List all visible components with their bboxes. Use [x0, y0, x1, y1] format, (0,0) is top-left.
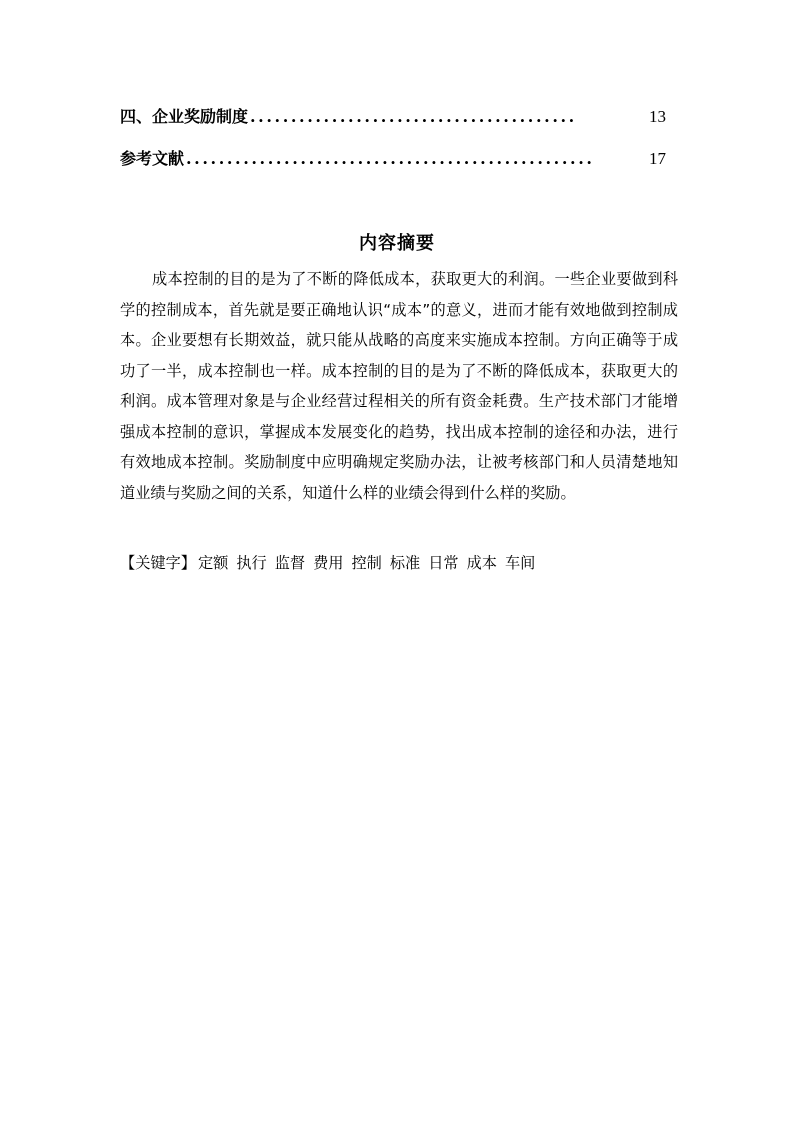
toc-entry-title: 四、企业奖励制度: [120, 107, 249, 126]
keyword: 标准: [389, 554, 421, 572]
keywords-label: 【关键字】: [120, 554, 196, 572]
toc-page-number: 17: [649, 149, 666, 168]
keyword: 控制: [351, 554, 382, 572]
abstract-heading: 内容摘要: [359, 233, 435, 254]
toc-entry-references: [120, 148, 666, 170]
toc-leader-dots: ........................................: [250, 107, 577, 126]
keyword: 成本: [466, 554, 497, 572]
toc-page-number: 13: [649, 107, 666, 126]
toc-leader-dots: ..................................................: [186, 149, 595, 168]
keyword: 执行: [236, 554, 267, 572]
keyword: 车间: [504, 554, 536, 572]
keywords-line: [120, 552, 680, 574]
abstract-body: 成本控制的目的是为了不断的降低成本，获取更大的利润。一些企业要做到科学的控制成本，首先就是要正确地认识“成本”的意义，进而才能有效地做到控制成本。企业要想有长期效益，就只能从战略的高度来实施成本控制。方向正确等于成功了一半，成本控制也一样。成本控制的目的是为了不断的降低成本，获取更大的利润。成本管理对象是与企业经营过程相关的所有资金耗费。生产技术部门才能增强成本控制的意识，掌握成本发展变化的趋势，找出成本控制的途径和办法，进行有效地成本控制。奖励制度中应明确规定奖励办法，让被考核部门和人员清楚地知道业绩与奖励之间的关系，知道什么样的业绩会得到什么样的奖励。: [120, 270, 678, 502]
keyword: 定额: [197, 554, 229, 572]
keyword: 费用: [313, 554, 344, 572]
toc-entry-rewards: [120, 106, 666, 128]
keyword: 监督: [274, 554, 306, 572]
keyword: 日常: [428, 554, 459, 572]
toc-entry-title: 参考文献: [120, 149, 185, 168]
